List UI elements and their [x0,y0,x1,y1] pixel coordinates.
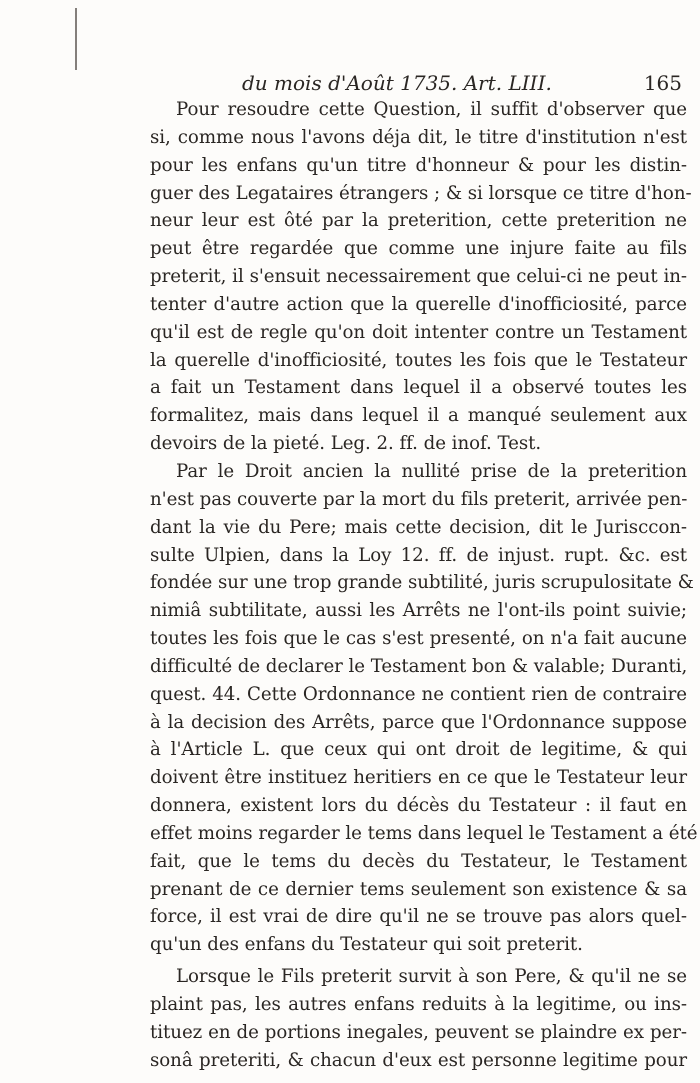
text-line: sonâ preteriti, & chacun d'eux est personne legitime pour [150,1049,687,1071]
text-line: formalitez, mais dans lequel il a manqué seulement aux [150,405,687,427]
text-line: a fait un Testament dans lequel il a observé toutes les [150,377,687,399]
text-line: dant la vie du Pere; mais cette decision, dit le Jurisccon- [150,516,687,538]
text-line: pour les enfans qu'un titre d'honneur & pour les distin- [150,154,687,176]
text-line: guer des Legataires étrangers ; & si lorsque ce titre d'hon- [150,182,692,204]
text-line: Lorsque le Fils preterit survit à son Pere, & qu'il ne se [176,966,687,988]
text-line: fondée sur une trop grande subtilité, juris scrupulositate & [150,572,694,594]
text-line: qu'il est de regle qu'on doit intenter contre un Testament [150,321,687,343]
text-line: effet moins regarder le tems dans lequel le Testament a été [150,822,698,844]
text-line: tituez en de portions inegales, peuvent se plaindre ex per- [150,1021,687,1043]
page-header [242,68,682,98]
text-line: quest. 44. Cette Ordonnance ne contient rien de contraire [150,683,687,705]
page-number: 165 [643,71,682,95]
gutter-mark [75,8,77,70]
text-line: à l'Article L. que ceux qui ont droit de legitime, & qui [150,739,687,761]
text-line: n'est pas couverte par la mort du fils preterit, arrivée pen- [150,488,688,510]
text-line: neur leur est ôté par la preterition, cette preterition ne [150,210,687,232]
text-line: nimiâ subtilitate, aussi les Arrêts ne l'ont-ils point suivie; [150,600,687,622]
text-line: prenant de ce dernier tems seulement son existence & sa [150,878,687,900]
text-line: force, il est vrai de dire qu'il ne se trouve pas alors quel- [150,906,687,928]
text-line: donnera, existent lors du décès du Testateur : il faut en [150,795,687,817]
text-line: Par le Droit ancien la nullité prise de la preterition [176,460,687,482]
text-line: doivent être instituez heritiers en ce que le Testateur leur [150,767,687,789]
body-text [150,96,698,1075]
text-line: à la decision des Arrêts, parce que l'Ordonnance suppose [150,711,687,733]
text-line: fait, que le tems du decès du Testateur, le Testament [150,850,687,872]
running-head: du mois d'Août 1735. Art. LIII. [242,71,552,95]
text-line: si, comme nous l'avons déja dit, le titre d'institution n'est [150,126,687,148]
text-line: la querelle d'inofficiosité, toutes les fois que le Testateur [150,349,687,371]
text-line: preterit, il s'ensuit necessairement que celui-ci ne peut in- [150,266,687,288]
text-line: Pour resoudre cette Question, il suffit d'observer que [176,99,687,120]
text-line: devoirs de la pieté. Leg. 2. ff. de inof. Test. [150,433,542,455]
text-line: peut être regardée que comme une injure faite au fils [150,238,687,260]
text-line: toutes les fois que le cas s'est presenté, on n'a fait aucune [150,628,687,650]
text-line: sulte Ulpien, dans la Loy 12. ff. de injust. rupt. &c. est [150,544,687,566]
text-line: plaint pas, les autres enfans reduits à la legitime, ou ins- [150,994,687,1015]
text-line: tenter d'autre action que la querelle d'inofficiosité, parce [150,293,687,315]
text-line: difficulté de declarer le Testament bon & valable; Duranti, [150,655,688,677]
text-line: qu'un des enfans du Testateur qui soit preterit. [150,934,583,956]
